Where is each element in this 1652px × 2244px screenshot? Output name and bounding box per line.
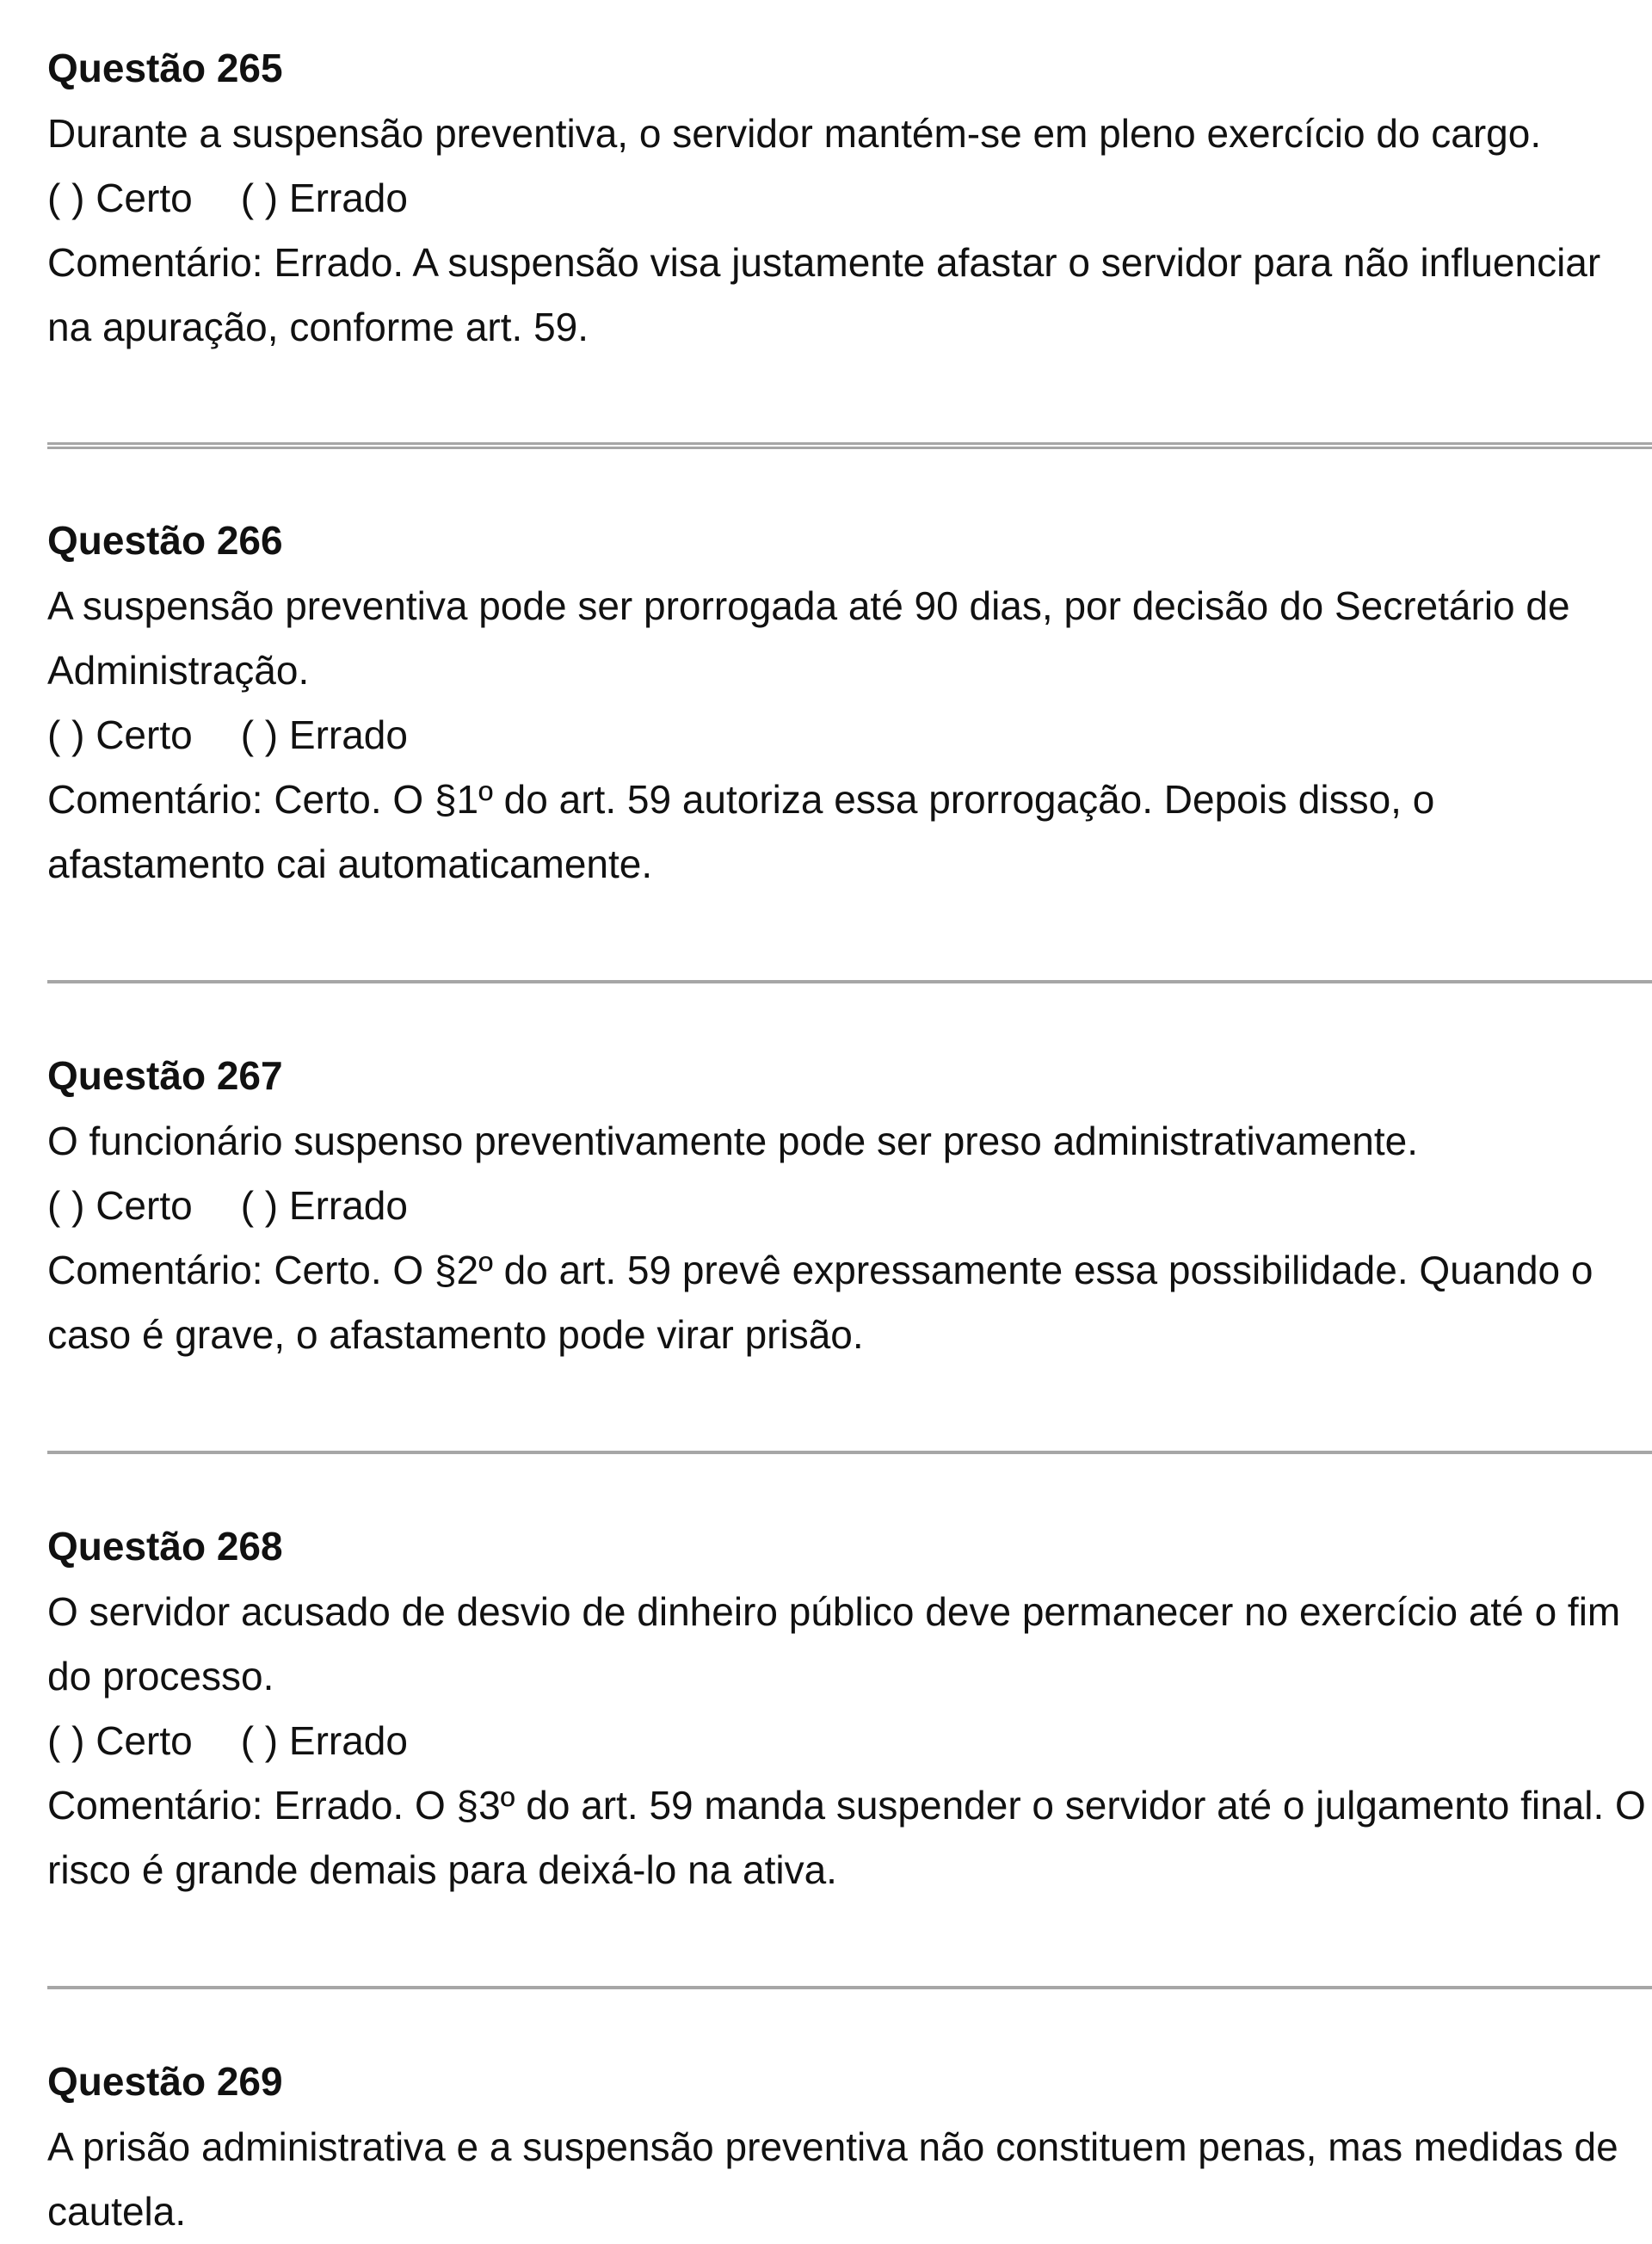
question-statement: A suspensão preventiva pode ser prorrogada até 90 dias, por decisão do Secretário de Administração. <box>47 583 1570 693</box>
question-comment: Comentário: Certo. O §1º do art. 59 autoriza essa prorrogação. Depois disso, o afastamento cai automaticamente. <box>47 777 1435 886</box>
question-title: Questão 266 <box>47 518 283 563</box>
option-certo: ( ) Certo <box>47 176 193 220</box>
question-comment: Comentário: Errado. O §3º do art. 59 manda suspender o servidor até o julgamento final. O risco é grande demais para deixá-lo na ativa. <box>47 1783 1646 1892</box>
answer-options <box>47 1174 1652 1238</box>
question-269 <box>47 2048 1652 2244</box>
option-errado: ( ) Errado <box>240 712 408 757</box>
question-265 <box>47 34 1652 360</box>
section-divider <box>47 1451 1652 1454</box>
question-statement: O servidor acusado de desvio de dinheiro público deve permanecer no exercício até o fim do processo. <box>47 1589 1621 1698</box>
option-certo: ( ) Certo <box>47 712 193 757</box>
question-title: Questão 268 <box>47 1524 283 1569</box>
option-errado: ( ) Errado <box>240 1183 408 1228</box>
question-comment: Comentário: Certo. O §2º do art. 59 prevê expressamente essa possibilidade. Quando o caso é grave, o afastamento pode virar prisão. <box>47 1248 1593 1357</box>
document-page <box>47 34 1652 2244</box>
answer-options <box>47 166 1652 231</box>
question-statement: Durante a suspensão preventiva, o servidor mantém-se em pleno exercício do cargo. <box>47 111 1542 156</box>
question-statement: A prisão administrativa e a suspensão preventiva não constituem penas, mas medidas de cautela. <box>47 2124 1618 2234</box>
question-comment: Comentário: Errado. A suspensão visa justamente afastar o servidor para não influenciar na apuração, conforme art. 59. <box>47 240 1601 349</box>
option-certo: ( ) Certo <box>47 1718 193 1763</box>
option-errado: ( ) Errado <box>240 1718 408 1763</box>
question-statement: O funcionário suspenso preventivamente pode ser preso administrativamente. <box>47 1119 1418 1163</box>
question-title: Questão 265 <box>47 46 283 90</box>
option-errado: ( ) Errado <box>240 176 408 220</box>
section-divider <box>47 980 1652 983</box>
question-268 <box>47 1513 1652 1902</box>
question-title: Questão 269 <box>47 2059 283 2104</box>
question-title: Questão 267 <box>47 1053 283 1098</box>
section-divider <box>47 442 1652 449</box>
section-divider <box>47 1986 1652 1989</box>
answer-options <box>47 703 1652 768</box>
question-267 <box>47 1042 1652 1367</box>
question-266 <box>47 507 1652 897</box>
answer-options <box>47 1709 1652 1773</box>
option-certo: ( ) Certo <box>47 1183 193 1228</box>
